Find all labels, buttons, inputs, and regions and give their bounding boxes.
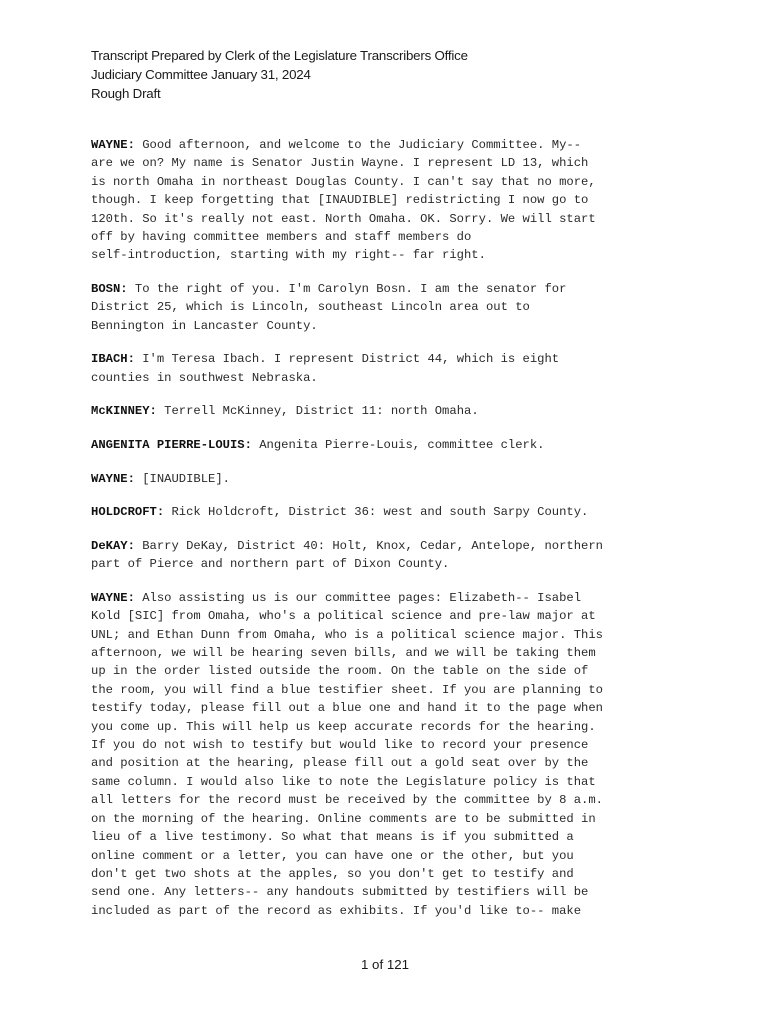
- transcript-line: [91, 589, 691, 607]
- transcript-line: [91, 136, 691, 154]
- header-title: Transcript Prepared by Clerk of the Legislature Transcribers Office: [91, 48, 468, 63]
- speaker-name: IBACH:: [91, 352, 135, 367]
- transcript-line: [91, 503, 691, 521]
- transcript-line: 120th. So it's really not east. North Omaha. OK. Sorry. We will start: [91, 211, 596, 226]
- speaker-name: HOLDCROFT:: [91, 505, 165, 520]
- transcript-paragraph: [91, 503, 691, 521]
- transcript-paragraph: [91, 436, 691, 454]
- speaker-name: DeKAY:: [91, 538, 135, 553]
- transcript-line: send one. Any letters-- any handouts submitted by testifiers will be: [91, 885, 589, 900]
- transcript-line: [91, 436, 691, 454]
- speech-text: Barry DeKay, District 40: Holt, Knox, Cedar, Antelope, northern: [134, 538, 603, 553]
- transcript-line: up in the order listed outside the room. On the table on the side of: [91, 664, 589, 679]
- transcript-line: testify today, please fill out a blue one and hand it to the page when: [91, 701, 603, 716]
- speaker-name: BOSN:: [91, 282, 128, 297]
- speaker-name: WAYNE:: [91, 471, 135, 486]
- transcript-line: the room, you will find a blue testifier sheet. If you are planning to: [91, 682, 603, 697]
- speech-text: I'm Teresa Ibach. I represent District 44, which is eight: [134, 352, 560, 367]
- speaker-name: McKINNEY:: [91, 404, 157, 419]
- transcript-paragraph: [91, 136, 691, 265]
- transcript-line: self-introduction, starting with my right-- far right.: [91, 248, 486, 263]
- speech-text: To the right of you. I'm Carolyn Bosn. I am the senator for: [127, 282, 567, 297]
- speaker-name: WAYNE:: [91, 590, 135, 605]
- header-draft-status: Rough Draft: [91, 86, 161, 101]
- transcript-line: you come up. This will help us keep accurate records for the hearing.: [91, 719, 596, 734]
- transcript-line: [91, 537, 691, 555]
- speech-text: [INAUDIBLE].: [134, 471, 230, 486]
- transcript-line: Kold [SIC] from Omaha, who's a political science and pre-law major at: [91, 609, 596, 624]
- transcript-paragraph: [91, 537, 691, 574]
- transcript-line: afternoon, we will be hearing seven bills, and we will be taking them: [91, 646, 596, 661]
- transcript-line: same column. I would also like to note the Legislature policy is that: [91, 774, 596, 789]
- page-number: 1 of 121: [360, 957, 410, 972]
- transcript-paragraph: [91, 280, 691, 335]
- transcript-line: part of Pierce and northern part of Dixon County.: [91, 557, 450, 572]
- transcript-line: are we on? My name is Senator Justin Wayne. I represent LD 13, which: [91, 156, 589, 171]
- transcript-line: UNL; and Ethan Dunn from Omaha, who is a political science major. This: [91, 627, 603, 642]
- transcript-line: [91, 470, 691, 488]
- transcript-line: online comment or a letter, you can have one or the other, but you: [91, 848, 574, 863]
- speech-text: Angenita Pierre-Louis, committee clerk.: [251, 438, 545, 453]
- speech-text: Terrell McKinney, District 11: north Omaha.: [156, 404, 479, 419]
- transcript-line: and position at the hearing, please fill out a gold seat over by the: [91, 756, 589, 771]
- speech-text: Good afternoon, and welcome to the Judiciary Committee. My--: [134, 138, 582, 152]
- transcript-line: [91, 402, 691, 420]
- speaker-name: WAYNE:: [91, 138, 135, 152]
- speech-text: Rick Holdcroft, District 36: west and south Sarpy County.: [164, 505, 589, 520]
- speaker-name: ANGENITA PIERRE-LOUIS:: [91, 438, 252, 453]
- transcript-paragraph: [91, 470, 691, 488]
- transcript-line: [91, 350, 691, 368]
- transcript-line: [91, 280, 691, 298]
- document-header: [91, 46, 468, 103]
- transcript-body: [91, 136, 691, 935]
- transcript-line: off by having committee members and staff members do: [91, 230, 472, 245]
- transcript-line: Bennington in Lancaster County.: [91, 318, 318, 333]
- transcript-line: If you do not wish to testify but would like to record your presence: [91, 738, 589, 753]
- transcript-line: don't get two shots at the apples, so you don't get to testify and: [91, 866, 574, 881]
- transcript-line: included as part of the record as exhibits. If you'd like to-- make: [91, 903, 582, 918]
- transcript-paragraph: [91, 402, 691, 420]
- transcript-line: all letters for the record must be received by the committee by 8 a.m.: [91, 793, 603, 808]
- transcript-line: is north Omaha in northeast Douglas County. I can't say that no more,: [91, 174, 596, 189]
- transcript-line: though. I keep forgetting that [INAUDIBLE] redistricting I now go to: [91, 193, 589, 208]
- transcript-line: on the morning of the hearing. Online comments are to be submitted in: [91, 811, 596, 826]
- transcript-line: counties in southwest Nebraska.: [91, 370, 318, 385]
- transcript-line: District 25, which is Lincoln, southeast Lincoln area out to: [91, 300, 530, 315]
- speech-text: Also assisting us is our committee pages: Elizabeth-- Isabel: [134, 590, 582, 605]
- transcript-paragraph: [91, 589, 691, 920]
- header-committee-date: Judiciary Committee January 31, 2024: [91, 67, 311, 82]
- transcript-paragraph: [91, 350, 691, 387]
- transcript-line: lieu of a live testimony. So what that means is if you submitted a: [91, 830, 574, 845]
